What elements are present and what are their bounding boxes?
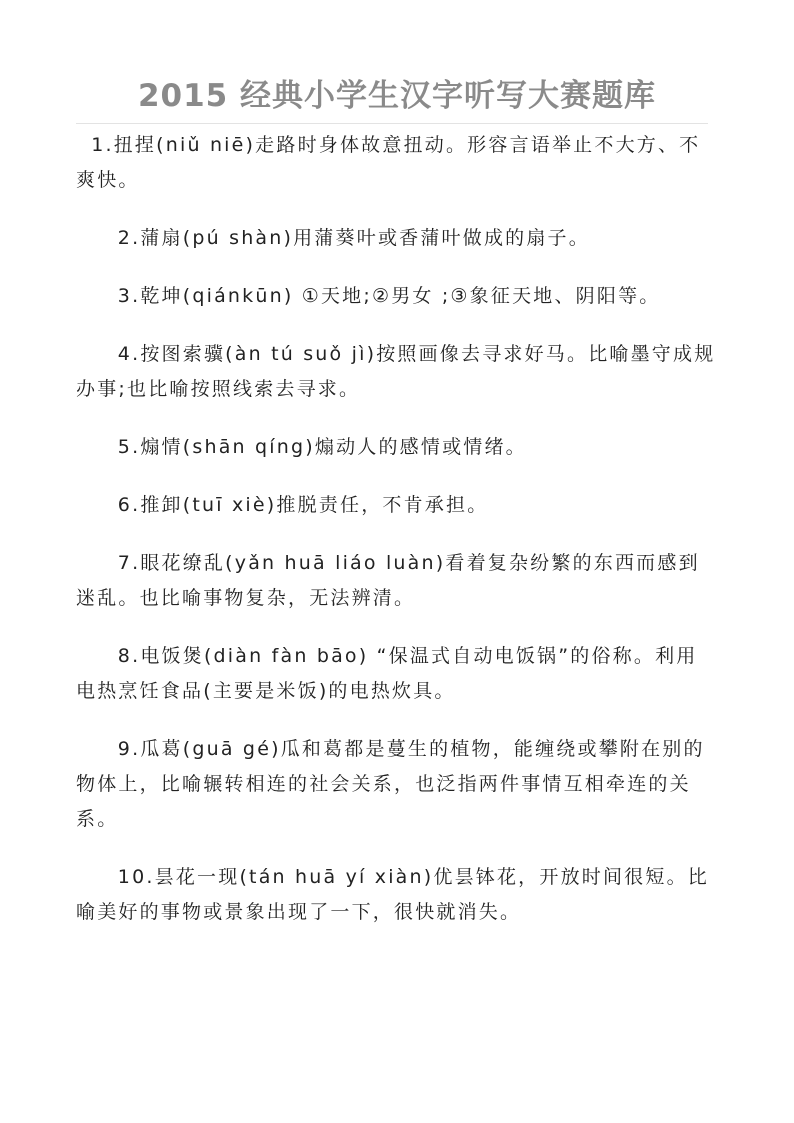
- entry-word: 扭捏: [113, 134, 157, 156]
- entry-definition: 优昙钵花，开放时间很短。比喻美好的事物或景象出现了一下，很快就消失。: [76, 866, 709, 923]
- title-divider: [76, 123, 708, 124]
- entry-number: 5.: [117, 436, 141, 458]
- entry-pinyin: (guā gé): [182, 738, 281, 760]
- entry-pinyin: (niǔ niē): [156, 134, 256, 156]
- entry-pinyin: (yǎn huā liáo luàn): [225, 552, 446, 574]
- entry-number: 4.: [117, 343, 141, 365]
- entry-number: 6.: [117, 494, 141, 516]
- entry-word: 昙花一现: [154, 866, 240, 888]
- entry-word: 眼花缭乱: [140, 552, 226, 574]
- entry-pinyin: (pú shàn): [182, 227, 294, 249]
- entry-definition: 推脱责任，不肯承担。: [276, 494, 489, 516]
- entry-number: 9.: [117, 738, 141, 760]
- entry-word: 按图索骥: [140, 343, 226, 365]
- entry-word: 瓜葛: [140, 738, 183, 760]
- entry-word: 电饭煲: [140, 645, 204, 667]
- entry-pinyin: (shān qíng): [182, 436, 315, 458]
- entry-number: 1.: [91, 134, 114, 156]
- entry-definition: “保温式自动电饭锅”的俗称。利用电热烹饪食品(主要是米饭)的电热炊具。: [76, 645, 698, 702]
- list-item: [76, 128, 716, 198]
- entry-word: 推卸: [140, 494, 183, 516]
- list-item: [76, 279, 716, 314]
- entry-number: 3.: [117, 285, 141, 307]
- entry-number: 10.: [117, 866, 155, 888]
- entry-pinyin: (diàn fàn bāo): [203, 645, 369, 667]
- entry-definition: 走路时身体故意扭动。形容言语举止不大方、不爽快。: [76, 134, 701, 191]
- entry-definition: 看着复杂纷繁的东西而感到迷乱。也比喻事物复杂，无法辨清。: [76, 552, 700, 609]
- entry-pinyin: (àn tú suǒ jì): [225, 343, 377, 365]
- entry-pinyin: (tuī xiè): [182, 494, 277, 516]
- list-item: [76, 337, 716, 407]
- entry-definition: ①天地;②男女 ;③象征天地、阴阳等。: [293, 285, 661, 307]
- list-item: [76, 221, 716, 256]
- entry-number: 7.: [117, 552, 141, 574]
- list-item: [76, 860, 716, 930]
- entry-word: 煽情: [140, 436, 183, 458]
- entry-definition: 瓜和葛都是蔓生的植物，能缠绕或攀附在别的物体上，比喻辗转相连的社会关系，也泛指两件事情互相牵连的关系。: [76, 738, 705, 830]
- list-item: [76, 488, 716, 523]
- entry-definition: 按照画像去寻求好马。比喻墨守成规办事;也比喻按照线索去寻求。: [76, 343, 716, 400]
- list-item: [76, 732, 716, 837]
- entry-definition: 用蒲葵叶或香蒲叶做成的扇子。: [293, 227, 590, 249]
- entry-number: 8.: [117, 645, 141, 667]
- entry-definition: 煽动人的感情或情绪。: [314, 436, 527, 458]
- entry-list: [76, 128, 716, 953]
- list-item: [76, 639, 716, 709]
- list-item: [76, 546, 716, 616]
- entry-pinyin: (qiánkūn): [182, 285, 294, 307]
- list-item: [76, 430, 716, 465]
- entry-number: 2.: [117, 227, 141, 249]
- entry-word: 乾坤: [140, 285, 183, 307]
- entry-word: 蒲扇: [140, 227, 183, 249]
- entry-pinyin: (tán huā yí xiàn): [239, 866, 434, 888]
- page-title: 2015 经典小学生汉字听写大赛题库: [137, 78, 657, 114]
